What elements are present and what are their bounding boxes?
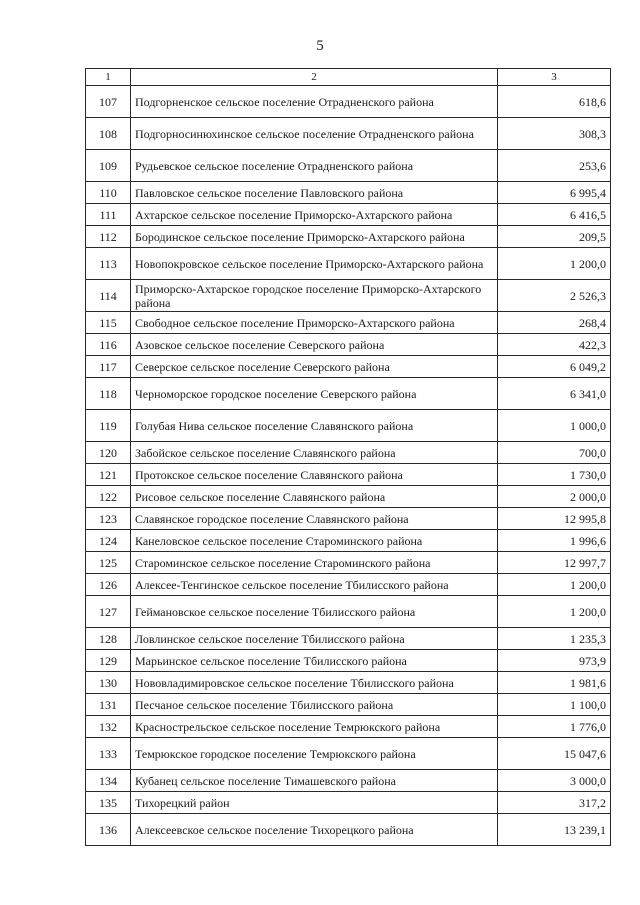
table-row: [86, 770, 611, 792]
table-row: [86, 574, 611, 596]
amount: 1 200,0: [498, 248, 611, 280]
amount: 1 235,3: [498, 628, 611, 650]
row-number: 108: [86, 118, 131, 150]
municipality-name: Подгорненское сельское поселение Отрадненского района: [131, 86, 498, 118]
municipality-name: Свободное сельское поселение Приморско-Ахтарского района: [131, 312, 498, 334]
amount: 308,3: [498, 118, 611, 150]
municipality-name: Северское сельское поселение Северского района: [131, 356, 498, 378]
table-row: [86, 596, 611, 628]
municipality-name: Протокское сельское поселение Славянского района: [131, 464, 498, 486]
amount: 253,6: [498, 150, 611, 182]
row-number: 117: [86, 356, 131, 378]
page-number: 5: [316, 38, 324, 54]
amount: 15 047,6: [498, 738, 611, 770]
municipality-name: Новопокровское сельское поселение Приморско-Ахтарского района: [131, 248, 498, 280]
header-col-3: 3: [498, 69, 611, 86]
amount: 6 049,2: [498, 356, 611, 378]
table-row: [86, 464, 611, 486]
table-row: [86, 226, 611, 248]
amount: 3 000,0: [498, 770, 611, 792]
table-row: [86, 378, 611, 410]
municipality-name: Марьинское сельское поселение Тбилисского района: [131, 650, 498, 672]
row-number: 110: [86, 182, 131, 204]
table-row: [86, 86, 611, 118]
row-number: 118: [86, 378, 131, 410]
row-number: 121: [86, 464, 131, 486]
table-row: [86, 182, 611, 204]
row-number: 116: [86, 334, 131, 356]
table-row: [86, 650, 611, 672]
municipality-name: Черноморское городское поселение Северского района: [131, 378, 498, 410]
table-row: [86, 280, 611, 312]
table-row: [86, 792, 611, 814]
municipality-name: Бородинское сельское поселение Приморско-Ахтарского района: [131, 226, 498, 248]
row-number: 135: [86, 792, 131, 814]
row-number: 122: [86, 486, 131, 508]
municipality-name: Краснострельское сельское поселение Темрюкского района: [131, 716, 498, 738]
table-row: [86, 716, 611, 738]
amount: 973,9: [498, 650, 611, 672]
municipality-name: Нововладимировское сельское поселение Тбилисского района: [131, 672, 498, 694]
table-row: [86, 442, 611, 464]
amount: 1 200,0: [498, 596, 611, 628]
row-number: 112: [86, 226, 131, 248]
amount: 6 995,4: [498, 182, 611, 204]
row-number: 126: [86, 574, 131, 596]
row-number: 127: [86, 596, 131, 628]
municipality-name: Голубая Нива сельское поселение Славянского района: [131, 410, 498, 442]
amount: 317,2: [498, 792, 611, 814]
table-row: [86, 530, 611, 552]
row-number: 111: [86, 204, 131, 226]
municipality-name: Староминское сельское поселение Староминского района: [131, 552, 498, 574]
row-number: 125: [86, 552, 131, 574]
row-number: 124: [86, 530, 131, 552]
municipality-name: Геймановское сельское поселение Тбилисского района: [131, 596, 498, 628]
table-row: [86, 694, 611, 716]
municipality-name: Славянское городское поселение Славянского района: [131, 508, 498, 530]
municipality-name: Подгорносинюхинское сельское поселение Отрадненского района: [131, 118, 498, 150]
table-row: [86, 508, 611, 530]
table-row: [86, 628, 611, 650]
municipality-name: Тихорецкий район: [131, 792, 498, 814]
table-row: [86, 356, 611, 378]
municipality-name: Рисовое сельское поселение Славянского района: [131, 486, 498, 508]
table-row: [86, 248, 611, 280]
amount: 13 239,1: [498, 814, 611, 846]
municipality-name: Алексеевское сельское поселение Тихорецкого района: [131, 814, 498, 846]
amount: 422,3: [498, 334, 611, 356]
row-number: 133: [86, 738, 131, 770]
municipality-name: Рудьевское сельское поселение Отрадненского района: [131, 150, 498, 182]
amount: 1 776,0: [498, 716, 611, 738]
amount: 2 526,3: [498, 280, 611, 312]
municipality-name: Канеловское сельское поселение Староминского района: [131, 530, 498, 552]
amount: 6 416,5: [498, 204, 611, 226]
table-row: [86, 738, 611, 770]
row-number: 113: [86, 248, 131, 280]
municipality-name: Азовское сельское поселение Северского района: [131, 334, 498, 356]
amount: 618,6: [498, 86, 611, 118]
row-number: 131: [86, 694, 131, 716]
amount: 12 997,7: [498, 552, 611, 574]
municipality-name: Темрюкское городское поселение Темрюкского района: [131, 738, 498, 770]
table-header-row: [86, 69, 611, 86]
row-number: 130: [86, 672, 131, 694]
amount: 6 341,0: [498, 378, 611, 410]
table-row: [86, 814, 611, 846]
row-number: 115: [86, 312, 131, 334]
row-number: 128: [86, 628, 131, 650]
municipality-name: Ахтарское сельское поселение Приморско-Ахтарского района: [131, 204, 498, 226]
municipality-name: Кубанец сельское поселение Тимашевского района: [131, 770, 498, 792]
amount: 1 000,0: [498, 410, 611, 442]
amount: 2 000,0: [498, 486, 611, 508]
table-row: [86, 552, 611, 574]
amount: 12 995,8: [498, 508, 611, 530]
municipality-name: Песчаное сельское поселение Тбилисского района: [131, 694, 498, 716]
amount: 1 200,0: [498, 574, 611, 596]
amount: 1 100,0: [498, 694, 611, 716]
row-number: 132: [86, 716, 131, 738]
header-col-1: 1: [86, 69, 131, 86]
table-row: [86, 150, 611, 182]
allocation-table: [85, 68, 611, 846]
row-number: 136: [86, 814, 131, 846]
amount: 1 996,6: [498, 530, 611, 552]
municipality-name: Алексее-Тенгинское сельское поселение Тбилисского района: [131, 574, 498, 596]
header-col-2: 2: [131, 69, 498, 86]
amount: 268,4: [498, 312, 611, 334]
table-row: [86, 204, 611, 226]
amount: 700,0: [498, 442, 611, 464]
amount: 1 981,6: [498, 672, 611, 694]
row-number: 107: [86, 86, 131, 118]
row-number: 120: [86, 442, 131, 464]
municipality-name: Ловлинское сельское поселение Тбилисского района: [131, 628, 498, 650]
municipality-name: Забойское сельское поселение Славянского района: [131, 442, 498, 464]
row-number: 134: [86, 770, 131, 792]
row-number: 129: [86, 650, 131, 672]
table-row: [86, 334, 611, 356]
table-row: [86, 486, 611, 508]
row-number: 114: [86, 280, 131, 312]
row-number: 119: [86, 410, 131, 442]
amount: 209,5: [498, 226, 611, 248]
municipality-name: Приморско-Ахтарское городское поселение Приморско-Ахтарского района: [131, 280, 498, 312]
municipality-name: Павловское сельское поселение Павловского района: [131, 182, 498, 204]
table-row: [86, 672, 611, 694]
table-row: [86, 312, 611, 334]
amount: 1 730,0: [498, 464, 611, 486]
row-number: 123: [86, 508, 131, 530]
table-row: [86, 410, 611, 442]
table-row: [86, 118, 611, 150]
row-number: 109: [86, 150, 131, 182]
